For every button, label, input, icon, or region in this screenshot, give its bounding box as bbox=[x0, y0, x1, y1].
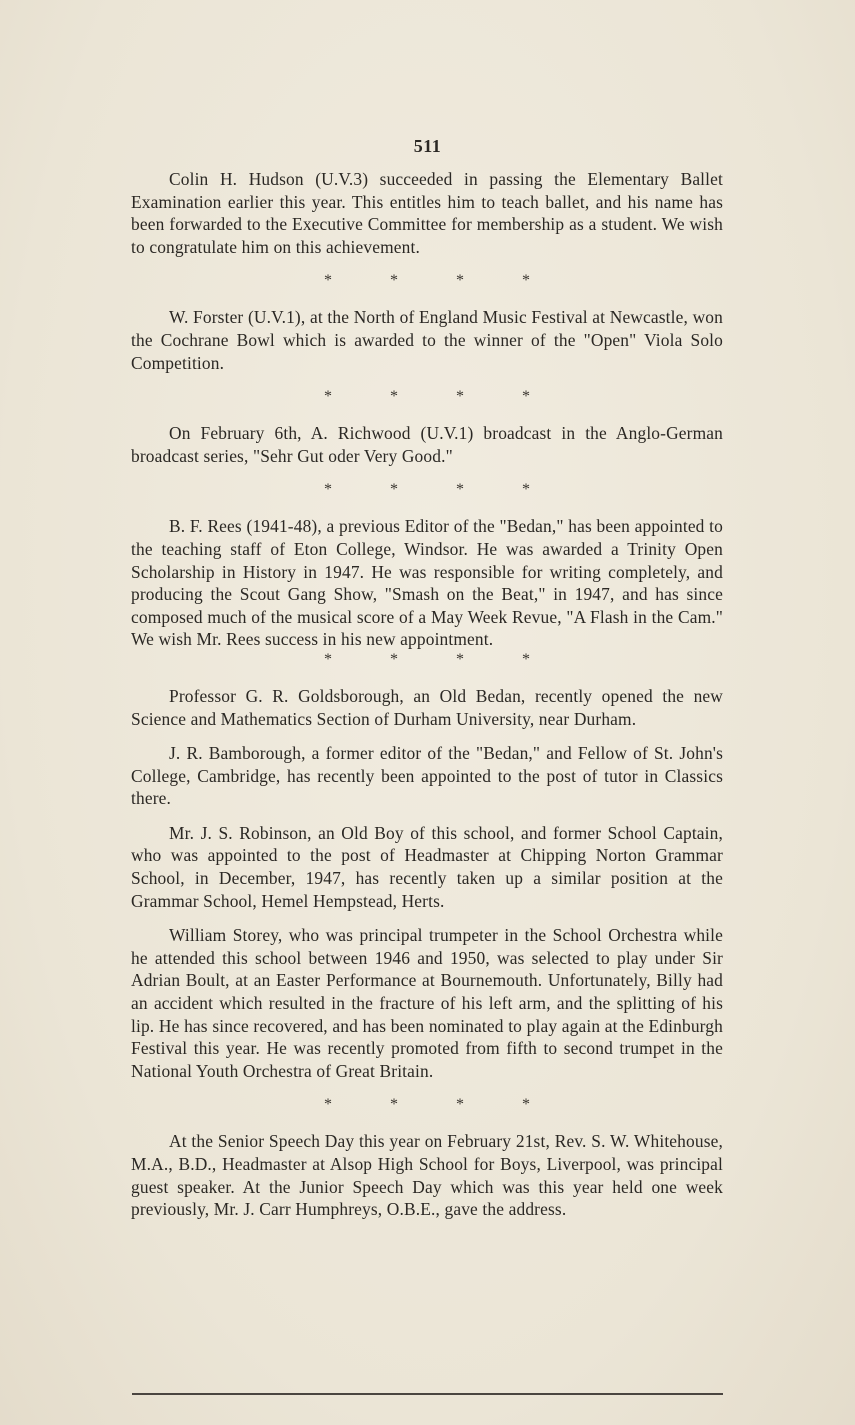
separator-star: * bbox=[522, 1096, 530, 1114]
paragraph-storey: William Storey, who was principal trumpeter in the School Orchestra while he attended this school between 1946 and 1950, was selected to play under Sir Adrian Boult, at an Easter Performance at Bournemouth. Unfortunately, Billy had an accident which resulted in the fracture of his left arm, and the splitting of his lip. He has since recovered, and has been nominated to play again at the Edinburgh Festival this year. He was recently promoted from fifth to second trumpet in the National Youth Orchestra of Great Britain. bbox=[131, 925, 723, 1081]
separator-star: * bbox=[390, 481, 398, 499]
separator-star: * bbox=[324, 1096, 332, 1114]
paragraph-robinson: Mr. J. S. Robinson, an Old Boy of this school, and former School Captain, who was appointed to the post of Headmaster at Chipping Norton Grammar School, in December, 1947, has recently taken up a similar position at the Grammar School, Hemel Hempstead, Herts. bbox=[131, 822, 723, 911]
separator-star: * bbox=[390, 1096, 398, 1114]
separator-star: * bbox=[324, 650, 332, 668]
separator-star: * bbox=[456, 650, 464, 668]
article-body bbox=[131, 168, 723, 1221]
section-separator bbox=[131, 272, 723, 290]
paragraph-hudson: Colin H. Hudson (U.V.3) succeeded in passing the Elementary Ballet Examination earlier this year. This entitles him to teach ballet, and his name has been forwarded to the Executive Committee for membership as a student. We wish to congratulate him on this achievement. bbox=[131, 169, 723, 257]
paragraph-forster: W. Forster (U.V.1), at the North of England Music Festival at Newcastle, won the Cochrane Bowl which is awarded to the winner of the "Open" Viola Solo Competition. bbox=[131, 307, 723, 373]
separator-star: * bbox=[456, 388, 464, 406]
separator-star: * bbox=[324, 272, 332, 290]
footer-rule bbox=[132, 1393, 723, 1395]
separator-star: * bbox=[456, 481, 464, 499]
paragraph-richwood: On February 6th, A. Richwood (U.V.1) broadcast in the Anglo-German broadcast series, "Sehr Gut oder Very Good." bbox=[131, 423, 723, 466]
separator-star: * bbox=[456, 1096, 464, 1114]
section-separator bbox=[131, 388, 723, 406]
paragraph-speech-day: At the Senior Speech Day this year on February 21st, Rev. S. W. Whitehouse, M.A., B.D., Headmaster at Alsop High School for Boys, Liverpool, was principal guest speaker. At the Junior Speech Day which was this year held one week previously, Mr. J. Carr Humphreys, O.B.E., gave the address. bbox=[131, 1131, 723, 1220]
separator-star: * bbox=[324, 388, 332, 406]
separator-star: * bbox=[390, 650, 398, 668]
separator-star: * bbox=[522, 388, 530, 406]
section-separator bbox=[131, 651, 723, 669]
paragraph-rees: B. F. Rees (1941-48), a previous Editor of the "Bedan," has been appointed to the teaching staff of Eton College, Windsor. He was awarded a Trinity Open Scholarship in History in 1947. He was responsible for writing completely, and producing the Scout Gang Show, "Smash on the Beat," in 1947, and has since composed much of the musical score of a May Week Revue, "A Flash in the Cam." We wish Mr. Rees success in his new appointment. bbox=[131, 516, 723, 650]
paragraph-goldsborough: Professor G. R. Goldsborough, an Old Bedan, recently opened the new Science and Mathematics Section of Durham University, near Durham. bbox=[131, 685, 723, 729]
separator-star: * bbox=[522, 650, 530, 668]
separator-star: * bbox=[324, 481, 332, 499]
separator-star: * bbox=[390, 272, 398, 290]
separator-star: * bbox=[522, 272, 530, 290]
separator-star: * bbox=[390, 388, 398, 406]
section-separator bbox=[131, 1096, 723, 1114]
separator-star: * bbox=[456, 272, 464, 290]
page-number: 511 bbox=[413, 136, 442, 156]
paragraph-bamborough: J. R. Bamborough, a former editor of the "Bedan," and Fellow of St. John's College, Cambridge, has recently been appointed to the post of tutor in Classics there. bbox=[131, 743, 723, 809]
section-separator bbox=[131, 481, 723, 499]
separator-star: * bbox=[522, 481, 530, 499]
